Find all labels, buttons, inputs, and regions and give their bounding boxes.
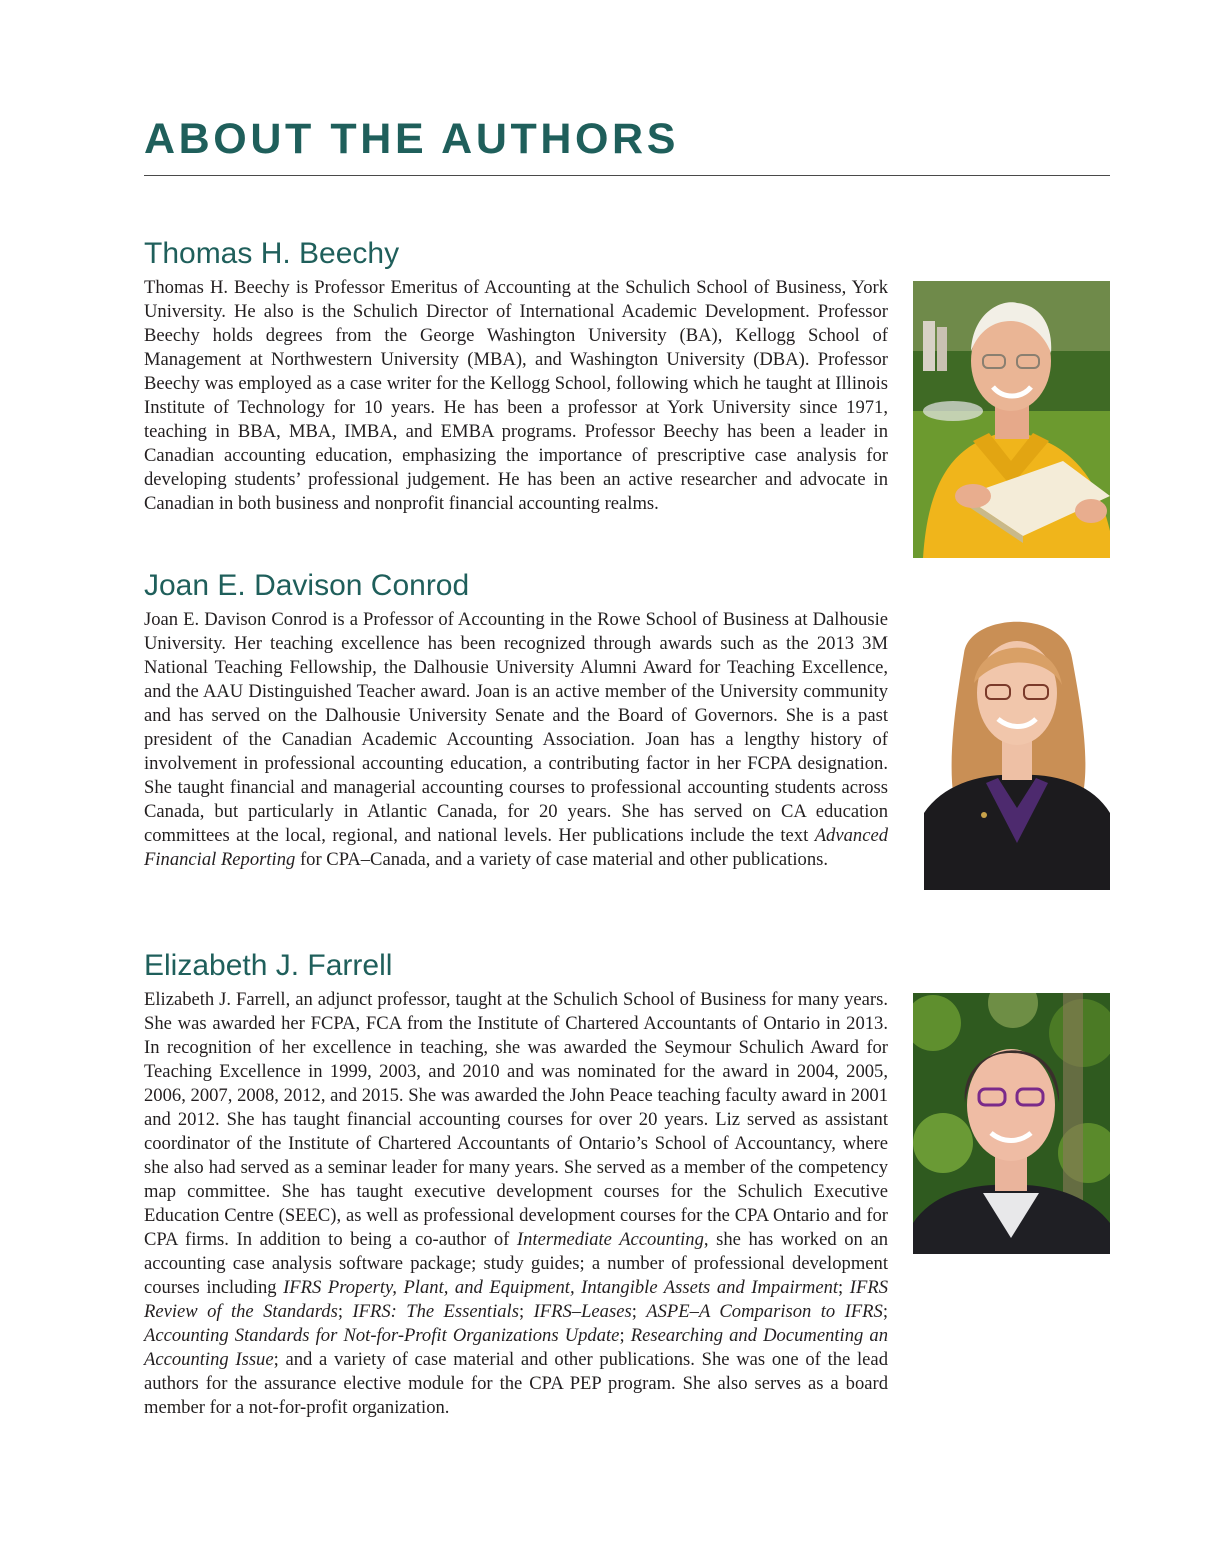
author-name: Joan E. Davison Conrod [144,569,470,602]
italic-title: Advanced Financial Reporting [144,825,888,870]
author-section-beechy [144,236,1110,566]
bio-text: Elizabeth J. Farrell, an adjunct professor, taught at the Schulich School of Business for many years. She was awarded her FCPA, FCA from the Institute of Chartered Accountants of Ontario in 2013. In recognition of her excellence in teaching, she was awarded the Seymour Schulich Award for Teaching Excellence in 1999, 2003, and 2010 and was nominated for the award in 2004, 2005, 2006, 2007, 2008, 2012, and 2015. She was awarded the John Peace teaching faculty award in 2001 and 2012. She has taught financial accounting courses for over 20 years. Liz served as assistant coordinator of the Institute of Chartered Accountants of Ontario’s School of Accountancy, where she also had served as a seminar leader for many years. She served as a member of the competency map committee. She has taught executive development courses for the Schulich Executive Education Centre (SEEC), as well as professional development courses for the CPA Ontario and for CPA firms. In addition to being a co-author of [144,989,888,1250]
italic-title: Researching and Documenting an Accounting Issue [144,1325,888,1370]
title-divider [144,175,1110,176]
bio-text: , she has worked on an accounting case analysis software package; study guides; a number of professional development courses including [144,1229,888,1298]
italic-title: ASPE–A Comparison to IFRS [646,1301,883,1322]
author-bio [144,608,888,872]
bio-text: ; [619,1325,631,1346]
author-photo [924,613,1110,890]
bio-text: ; [838,1277,850,1298]
italic-title: IFRS Review of the Standards [144,1277,888,1322]
author-section-farrell [144,948,1110,1528]
author-bio [144,988,888,1420]
italic-title: IFRS–Leases [533,1301,632,1322]
bio-text: ; [518,1301,534,1322]
bio-text: ; [882,1301,888,1322]
bio-text: ; and a variety of case material and other publications. She was one of the lead authors for the assurance elective module for the CPA PEP program. She also serves as a board member for a not-for-profit organization. [144,1349,888,1418]
italic-title: Intermediate Accounting [516,1229,704,1250]
author-photo [913,281,1110,558]
bio-text: Thomas H. Beechy is Professor Emeritus of Accounting at the Schulich School of Business, York University. He also is the Schulich Director of International Academic Development. Professor Beechy holds degrees from the George Washington University (BA), Kellogg School of Management at Northwestern University (MBA), and Washington University (DBA). Professor Beechy was employed as a case writer for the Kellogg School, following which he taught at Illinois Institute of Technology for 10 years. He has been a professor at York University since 1971, teaching in BBA, MBA, IMBA, and EMBA programs. Professor Beechy has been a leader in Canadian accounting education, emphasizing the importance of prescriptive case analysis for developing students’ professional judgement. He has been an active researcher and advocate in Canadian in both business and nonprofit financial accounting realms. [144,277,888,514]
author-bio [144,276,888,516]
page-title: ABOUT THE AUTHORS [144,115,679,163]
bio-text: Joan E. Davison Conrod is a Professor of Accounting in the Rowe School of Business at Dalhousie University. Her teaching excellence has been recognized through awards such as the 2013 3M National Teaching Fellowship, the Dalhousie University Alumni Award for Teaching Excellence, and the AAU Distinguished Teacher award. Joan is an active member of the University community and has served on the Dalhousie University Senate and the Board of Governors. She is a past president of the Canadian Academic Accounting Association. Joan has a lengthy history of involvement in professional accounting education, a contributing factor in her FCPA designation. She taught financial and managerial accounting courses to professional accounting students across Canada, but particularly in Atlantic Canada, for 20 years. She has served on CA education committees at the local, regional, and national levels. Her publications include the text [144,609,888,846]
author-photo [913,993,1110,1254]
bio-text: for CPA–Canada, and a variety of case material and other publications. [295,849,828,870]
author-name: Thomas H. Beechy [144,237,400,270]
author-section-conrod [144,568,1110,928]
author-name: Elizabeth J. Farrell [144,949,393,982]
italic-title: IFRS: The Essentials [352,1301,519,1322]
bio-text: ; [631,1301,647,1322]
bio-text: ; [337,1301,353,1322]
italic-title: Accounting Standards for Not-for-Profit Organizations Update [144,1325,620,1346]
italic-title: IFRS Property, Plant, and Equipment, Intangible Assets and Impairment [283,1277,839,1298]
